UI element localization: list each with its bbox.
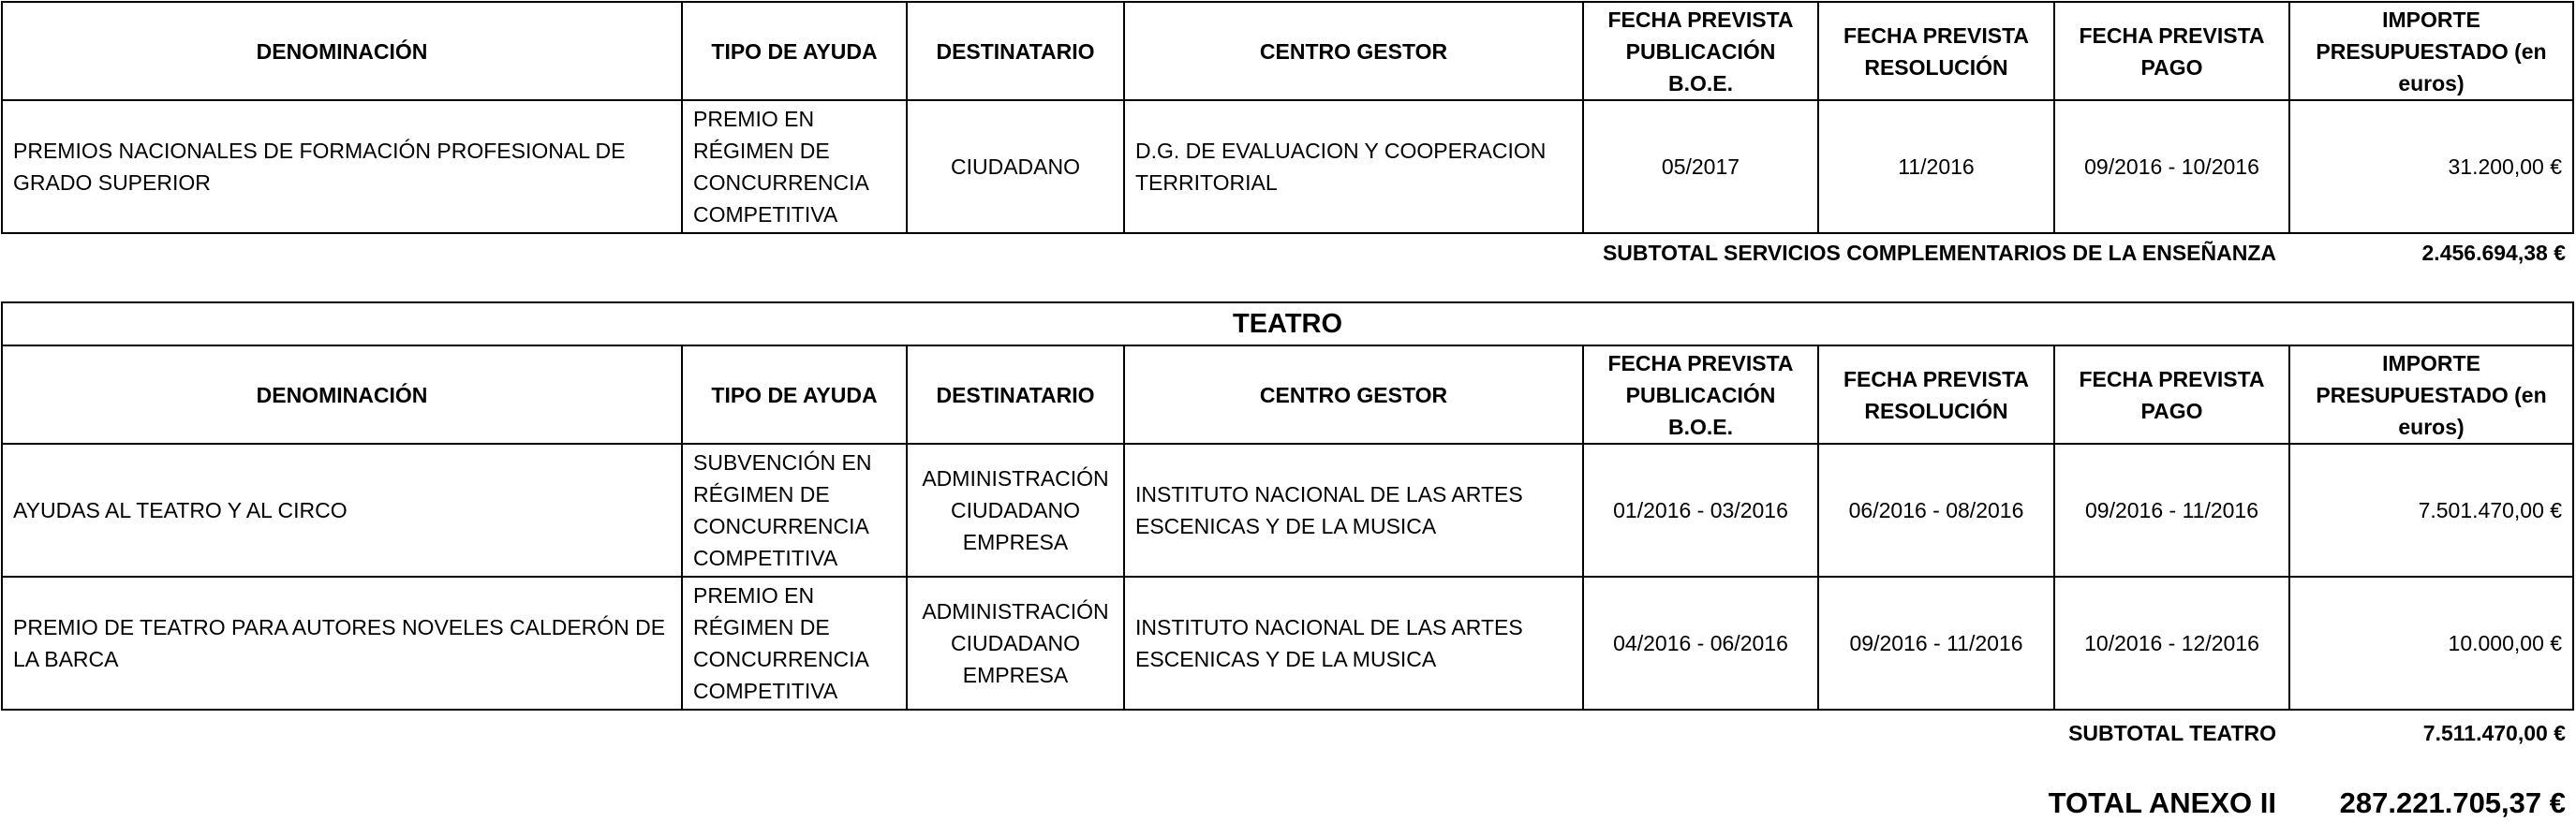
table-header-row: [2, 345, 2573, 444]
cell-importe: 10.000,00 €: [2289, 577, 2573, 710]
ayudas-table-teatro: [1, 301, 2574, 711]
cell-fecha-pago: 09/2016 - 11/2016: [2054, 444, 2289, 577]
header-fecha-resolucion: FECHA PREVISTA RESOLUCIÓN: [1818, 2, 2054, 100]
section-title: TEATRO: [2, 302, 2573, 345]
subtotal-servicios-value: 2.456.694,38 €: [2421, 241, 2566, 265]
table-row: [2, 577, 2573, 710]
cell-tipo-ayuda: SUBVENCIÓN EN RÉGIMEN DE CONCURRENCIA COMPETITIVA: [682, 444, 907, 577]
header-fecha-boe: FECHA PREVISTA PUBLICACIÓN B.O.E.: [1583, 345, 1818, 444]
header-denominacion: DENOMINACIÓN: [2, 345, 682, 444]
header-centro-gestor: CENTRO GESTOR: [1124, 345, 1583, 444]
header-importe: IMPORTE PRESUPUESTADO (en euros): [2289, 2, 2573, 100]
header-denominacion: DENOMINACIÓN: [2, 2, 682, 100]
total-anexo-value: 287.221.705,37 €: [2339, 786, 2566, 819]
header-fecha-pago: FECHA PREVISTA PAGO: [2054, 2, 2289, 100]
cell-fecha-resolucion: 09/2016 - 11/2016: [1818, 577, 2054, 710]
cell-destinatario: ADMINISTRACIÓN CIUDADANO EMPRESA: [907, 444, 1124, 577]
table-row: [2, 444, 2573, 577]
header-destinatario: DESTINATARIO: [907, 2, 1124, 100]
cell-fecha-boe: 04/2016 - 06/2016: [1583, 577, 1818, 710]
table-row: [2, 100, 2573, 233]
cell-denominacion: AYUDAS AL TEATRO Y AL CIRCO: [2, 444, 682, 577]
ayudas-table-servicios: [1, 1, 2574, 234]
section-title-row: [2, 302, 2573, 345]
subtotal-teatro-value: 7.511.470,00 €: [2422, 721, 2566, 745]
header-importe: IMPORTE PRESUPUESTADO (en euros): [2289, 345, 2573, 444]
subtotal-servicios-label: SUBTOTAL SERVICIOS COMPLEMENTARIOS DE LA ENSEÑANZA: [1602, 241, 2276, 265]
header-centro-gestor: CENTRO GESTOR: [1124, 2, 1583, 100]
cell-centro-gestor: INSTITUTO NACIONAL DE LAS ARTES ESCENICAS Y DE LA MUSICA: [1124, 577, 1583, 710]
cell-destinatario: CIUDADANO: [907, 100, 1124, 233]
cell-denominacion: PREMIOS NACIONALES DE FORMACIÓN PROFESIONAL DE GRADO SUPERIOR: [2, 100, 682, 233]
header-tipo-ayuda: TIPO DE AYUDA: [682, 2, 907, 100]
header-fecha-pago: FECHA PREVISTA PAGO: [2054, 345, 2289, 444]
header-fecha-resolucion: FECHA PREVISTA RESOLUCIÓN: [1818, 345, 2054, 444]
cell-importe: 31.200,00 €: [2289, 100, 2573, 233]
cell-destinatario: ADMINISTRACIÓN CIUDADANO EMPRESA: [907, 577, 1124, 710]
cell-tipo-ayuda: PREMIO EN RÉGIMEN DE CONCURRENCIA COMPETITIVA: [682, 100, 907, 233]
cell-fecha-boe: 01/2016 - 03/2016: [1583, 444, 1818, 577]
cell-fecha-resolucion: 11/2016: [1818, 100, 2054, 233]
cell-importe: 7.501.470,00 €: [2289, 444, 2573, 577]
header-tipo-ayuda: TIPO DE AYUDA: [682, 345, 907, 444]
table-header-row: [2, 2, 2573, 100]
cell-fecha-pago: 10/2016 - 12/2016: [2054, 577, 2289, 710]
cell-centro-gestor: INSTITUTO NACIONAL DE LAS ARTES ESCENICAS Y DE LA MUSICA: [1124, 444, 1583, 577]
cell-tipo-ayuda: PREMIO EN RÉGIMEN DE CONCURRENCIA COMPETITIVA: [682, 577, 907, 710]
cell-fecha-boe: 05/2017: [1583, 100, 1818, 233]
cell-centro-gestor: D.G. DE EVALUACION Y COOPERACION TERRITORIAL: [1124, 100, 1583, 233]
total-anexo-label: TOTAL ANEXO II: [2048, 786, 2276, 819]
cell-fecha-pago: 09/2016 - 10/2016: [2054, 100, 2289, 233]
subtotal-teatro-label: SUBTOTAL TEATRO: [2068, 721, 2276, 745]
cell-fecha-resolucion: 06/2016 - 08/2016: [1818, 444, 2054, 577]
header-destinatario: DESTINATARIO: [907, 345, 1124, 444]
header-fecha-boe: FECHA PREVISTA PUBLICACIÓN B.O.E.: [1583, 2, 1818, 100]
cell-denominacion: PREMIO DE TEATRO PARA AUTORES NOVELES CALDERÓN DE LA BARCA: [2, 577, 682, 710]
